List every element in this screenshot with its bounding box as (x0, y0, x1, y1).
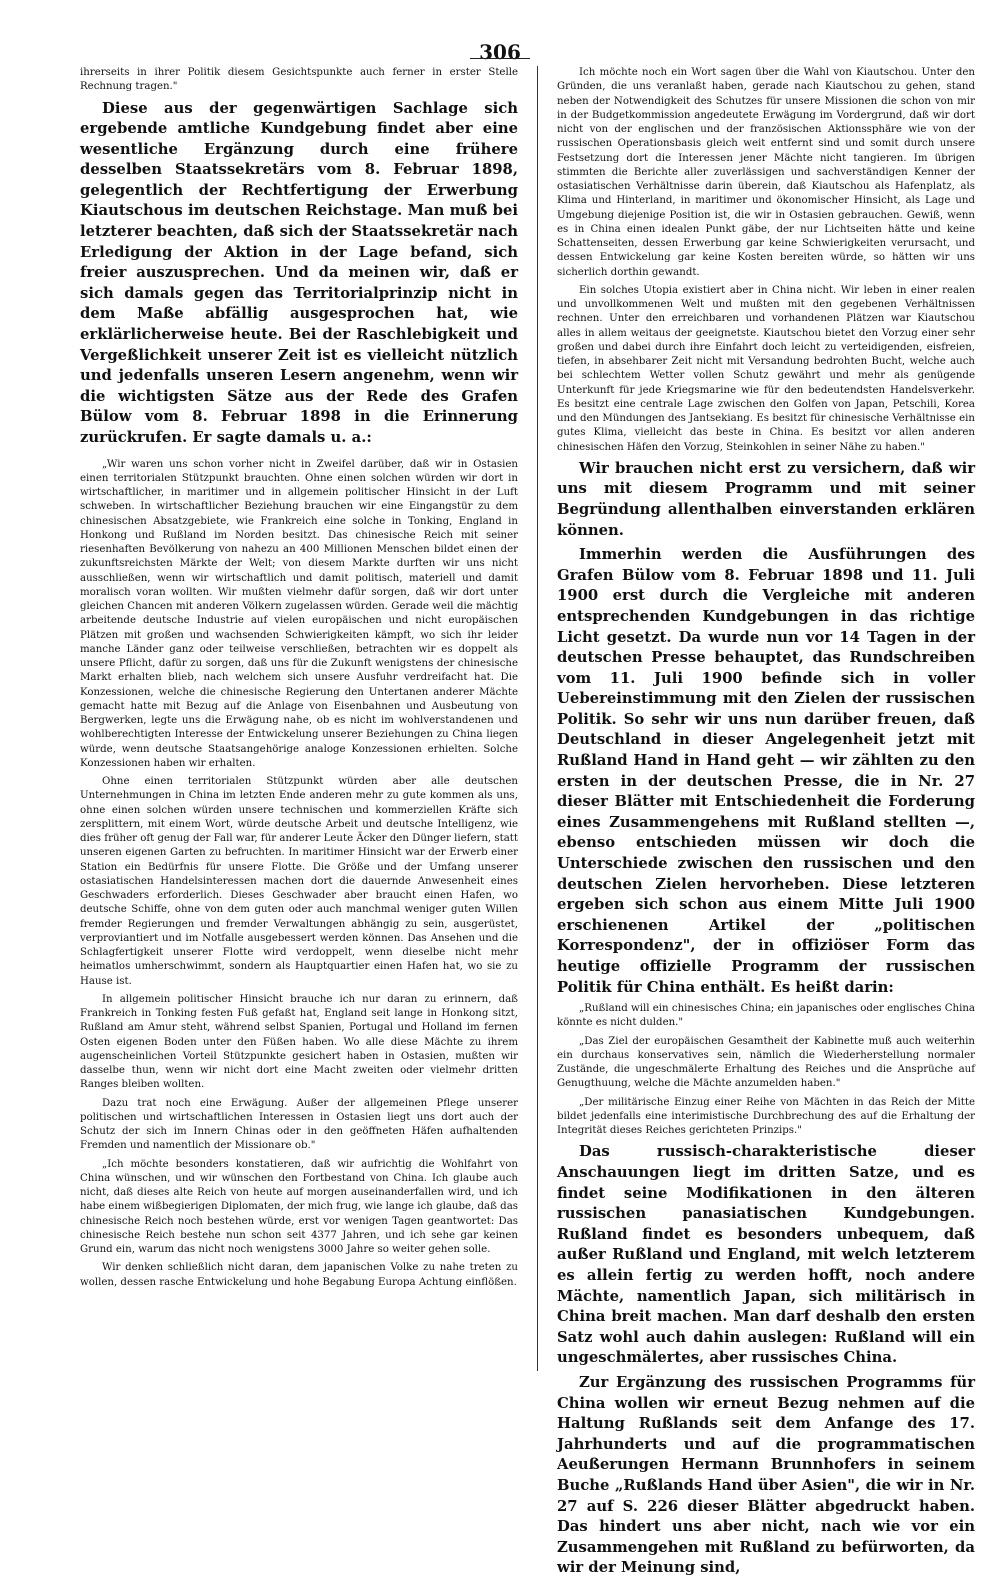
left-column (80, 66, 518, 1371)
column-divider (537, 66, 538, 1371)
quote-paragraph: „Das Ziel der europäischen Gesamtheit der Kabinette muß auch weiterhin ein durchaus konservatives sein, nämlich die Wiederherstellung normaler Zustände, die ungeschmälerte Erhaltung des Reiches und die Ansprüche auf Genugthuung, welche die Mächte anzumelden haben." (557, 1035, 975, 1090)
quote-paragraph: Ich möchte noch ein Wort sagen über die Wahl von Kiautschou. Unter den Gründen, die uns veranlaßt haben, gerade nach Kiautschou zu gehen, stand neben der Notwendigkeit des Schutzes für unsere Missionen die schon von mir in der Budgetkommission angedeutete Erwägung im Vordergrund, daß wir dort nicht von der englischen und der französischen Aktionssphäre wie von der russischen Operationsbasis gleich weit entfernt sind und somit durch unsere Festsetzung dort die Interessen jener Mächte nicht tangieren. Im übrigen stimmten die Berichte aller zuverlässigen und sachverständigen Kenner der ostasiatischen Verhältnisse darin überein, daß Kiautschou als Hafenplatz, als Klima und Hinterland, in maritimer und ökonomischer Hinsicht, als Lage und Umgebung diejenige Position ist, die wir in Ostasien gebrauchen. Gewiß, wenn es in China einen idealen Punkt gäbe, der nur Lichtseiten hätte und keine Schattenseiten, dessen Erwerbung gar keine Schwierigkeiten verursacht, und dessen Entwickelung gar keine Kosten bereiten würde, so hätten wir uns sicherlich dorthin gewandt. (557, 67, 975, 278)
paragraph-announcement: Diese aus der gegenwärtigen Sachlage sich ergebende amtliche Kundgebung findet aber eine wesentliche Ergänzung durch eine frühere desselben Staatssekretärs vom 8. Februar 1898, gelegentlich der Rechtfertigung der Erwerbung Kiautschous im deutschen Reichstage. Man muß bei letzterer beachten, daß sich der Staatssekretär nach Erledigung der Aktion in der Lage befand, sich freier auszusprechen. Und da meinen wir, daß er sich damals gegen das Territorialprinzip nicht in dem Maße abfällig ausgesprochen hat, wie erklärlicherweise heute. Bei der Raschlebigkeit und Vergeßlichkeit unserer Zeit ist es vielleicht nützlich und jedenfalls unseren Lesern angenehm, wenn wir die wichtigsten Sätze aus der Rede des Grafen Bülow vom 8. Februar 1898 in die Erinnerung zurückrufen. Er sagte damals u. a.: (80, 99, 518, 446)
paragraph-comparison: Immerhin werden die Ausführungen des Grafen Bülow vom 8. Februar 1898 und 11. Juli 1900 erst durch die Vergleiche mit anderen entsprechenden Kundgebungen in das richtige Licht gesetzt. Da wurde nun vor 14 Tagen in der deutschen Presse behauptet, das Rundschreiben vom 11. Juli 1900 befinde sich in voller Uebereinstimmung mit den Zielen der russischen Politik. So sehr wir uns nun darüber freuen, daß Deutschland in dieser Angelegenheit jetzt mit Rußland Hand in Hand geht — wir zählten zu den ersten in der deutschen Presse, die in Nr. 27 dieser Blätter mit Entschiedenheit die Forderung eines Zusammengehens mit Rußland stellten —, ebenso entschieden müssen wir doch die Unterschiede zwischen den russischen und den deutschen Zielen hervorheben. Diese letzteren ergeben sich schon aus einem Mitte Juli 1900 erschienenen Artikel der „politischen Korrespondenz", der in offiziöser Form das heutige offizielle Programm der russischen Politik für China enthält. Es heißt darin: (557, 546, 975, 996)
paragraph-russian-program: Zur Ergänzung des russischen Programms für China wollen wir erneut Bezug nehmen auf die Haltung Rußlands seit dem Anfange des 17. Jahrhunderts und auf die programmatischen Aeußerungen Hermann Brunnhofers in seinem Buche „Rußlands Hand über Asien", die wir in Nr. 27 auf S. 226 dieser Blätter abgedruckt haben. Das hindert uns aber nicht, nach wie vor ein Zusammengehen mit Rußland zu befürworten, da wir der Meinung sind, (557, 1373, 975, 1577)
right-column (557, 66, 975, 1577)
quote-paragraph: Ohne einen territorialen Stützpunkt würden aber alle deutschen Unternehmungen in China im letzten Ende anderen mehr zu gute kommen als uns, ohne einen solchen würden unsere technischen und kommerziellen Kräfte sich zersplittern, mit einem Wort, würde deutsche Arbeit und deutsche Intelligenz, wie dies früher oft genug der Fall war, für anderer Leute Äcker den Dünger liefern, statt unseren eigenen Garten zu befruchten. In maritimer Hinsicht war der Erwerb einer Station ein Bedürfnis für unsere Flotte. Die Größe und der Umfang unserer ostasiatischen Handelsinteressen machen dort die dauernde Anwesenheit eines Geschwaders erforderlich. Dieses Geschwader aber braucht einen Hafen, wo deutsche Schiffe, ohne von dem guten oder auch manchmal weniger guten Willen fremder Regierungen und fremder Verwaltungen abhängig zu sein, ausgerüstet, verproviantiert und im Notfalle ausgebessert werden können. Das Ansehen und die Schlagfertigkeit unserer Flotte wird verdoppelt, wenn dieselbe nicht mehr heimatlos umherschwimmt, sondern als Hauptquartier einen Hafen hat, wo sie zu Hause ist. (80, 776, 518, 987)
quote-paragraph: „Ich möchte besonders konstatieren, daß wir aufrichtig die Wohlfahrt von China wünschen, und wir wünschen den Fortbestand von China. Ich glaube auch nicht, daß dieses alte Reich von heute auf morgen auseinanderfallen wird, und ich habe einem wißbegierigen Diplomaten, der mich frug, wie lange ich glaube, daß das chinesische Reich noch bestehen würde, erst vor wenigen Tagen geantwortet: Das chinesische Reich bestehe nun schon seit 4377 Jahren, und ich sehe gar keinen Grund ein, warum das nicht noch wenigstens 3000 Jahre so weiter gehen solle. (80, 1158, 518, 1256)
paragraph-quote-ending: ihrerseits in ihrer Politik diesem Gesichtspunkte auch ferner in erster Stelle Rechnung tragen." (80, 67, 518, 93)
quote-paragraph: Ein solches Utopia existiert aber in China nicht. Wir leben in einer realen und unvollkommenen Welt und mußten mit den gegebenen Verhältnissen rechnen. Unter den erreichbaren und vorhandenen Plätzen war Kiautschou alles in allem weitaus der geeignetste. Kiautschou bietet den Vorzug einer sehr großen und dabei durch ihre Einfahrt doch leicht zu verteidigenden, eisfreien, tiefen, in absehbarer Zeit nicht mit Versandung bedrohten Bucht, welche auch bei schlechtem Wetter vollen Schutz gewährt und mehr als genügende Unterkunft für jede Kriegsmarine wie für den bedeutendsten Handelsverkehr. Es besitzt eine centrale Lage zwischen den Golfen von Japan, Petschili, Korea und den Mündungen des Jantsekiang. Es besitzt für chinesische Verhältnisse ein gutes Klima, vielleicht das beste in China. Es besitzt vor allen anderen chinesischen Häfen den Vorzug, Steinkohlen in seiner Nähe zu haben." (557, 284, 975, 453)
quote-paragraph: „Wir waren uns schon vorher nicht in Zweifel darüber, daß wir in Ostasien einen territorialen Stützpunkt brauchten. Ohne einen solchen würden wir dort in wirtschaftlicher, in maritimer und in allgemein politischer Hinsicht in der Luft schweben. In wirtschaftlicher Beziehung brauchen wir eine Eingangstür zu dem chinesischen Absatzgebiete, wie Frankreich eine solche in Tonking, England in Honkong und Rußland im Norden besitzt. Das chinesische Reich mit seiner riesenhaften Bevölkerung von nahezu an 400 Millionen Menschen bildet einen der zukunftsreichsten Märkte der Welt; von diesem Markte durften wir uns nicht ausschließen, wenn wir wirtschaftlich und damit politisch, materiell und damit moralisch voran wollten. Wir mußten vielmehr dafür sorgen, daß wir dort unter gleichen Chancen mit anderen Völkern zugelassen würden. Gerade weil die mächtig arbeitende deutsche Industrie auf vielen europäischen und nicht europäischen Plätzen mit großen und wachsenden Schwierigkeiten kämpft, wo sich ihr leider manche Länder ganz oder teilweise verschließen, betrachten wir es doppelt als unsere Pflicht, dafür zu sorgen, daß uns für die Zukunft wenigstens der chinesische Markt erhalten blieb, nach welchem sich unsere Ausfuhr verdreifacht hat. Die Konzessionen, welche die chinesische Regierung den Untertanen anderer Mächte gemacht hatte mit Bezug auf die Anlage von Eisenbahnen und Ausbeutung von Bergwerken, legte uns die Erwägung nahe, ob es nicht im wohlverstandenen und wohlberechtigten Interesse der Entwickelung unserer Beziehungen zu China liegen würde, wenn deutsche Staatsangehörige analoge Konzessionen erhielten. Solche Konzessionen haben wir erhalten. (80, 458, 518, 769)
quote-paragraph: „Der militärische Einzug einer Reihe von Mächten in das Reich der Mitte bildet jedenfalls eine interimistische Durchbrechung des auf die Erhaltung der Integrität dieses Reiches gerichteten Prinzips." (557, 1096, 975, 1137)
page-number: 306 (479, 40, 521, 64)
quote-paragraph: In allgemein politischer Hinsicht brauche ich nur daran zu erinnern, daß Frankreich in Tonking festen Fuß gefaßt hat, England seit lange in Honkong sitzt, Rußland am Amur steht, während selbst Spanien, Portugal und Holland im fernen Osten eigenen Boden unter den Füßen haben. Wo alle diese Mächte zu ihrem augenscheinlichen Vorteil Stützpunkte gesichert haben in Ostasien, mußten wir dasselbe thun, wenn wir nicht dort eine Macht zweiten oder vielmehr dritten Ranges bleiben wollten. (80, 993, 518, 1091)
quote-paragraph: Dazu trat noch eine Erwägung. Außer der allgemeinen Pflege unserer politischen und wirtschaftlichen Interessen in Ostasien liegt uns dort auch der Schutz der sich im Innern Chinas oder in den geöffneten Häfen aufhaltenden Fremden und namentlich der Missionare ob." (80, 1097, 518, 1152)
paragraph-russian-view: Das russisch-charakteristische dieser Anschauungen liegt im dritten Satze, und es findet seine Modifikationen in den älteren russischen panasiatischen Kundgebungen. Rußland findet es besonders unbequem, daß außer Rußland und England, mit welch letzterem es allein fertig zu werden hofft, noch andere Mächte, namentlich Japan, sich militärisch in China breit machen. Man darf deshalb den ersten Satz wohl auch dahin auslegen: Rußland will ein ungeschmälertes, aber russisches China. (557, 1143, 975, 1367)
header-rule (470, 58, 530, 59)
quote-paragraph: Wir denken schließlich nicht daran, dem japanischen Volke zu nahe treten zu wollen, dessen rasche Entwickelung und hohe Begabung Europa Achtung einflößen. (80, 1262, 518, 1288)
quote-paragraph: „Rußland will ein chinesisches China; ein japanisches oder englisches China könnte es nicht dulden." (557, 1003, 975, 1029)
paragraph-agreement: Wir brauchen nicht erst zu versichern, daß wir uns mit diesem Programm und mit seiner Begründung allenthalben einverstanden erklären können. (557, 459, 975, 539)
